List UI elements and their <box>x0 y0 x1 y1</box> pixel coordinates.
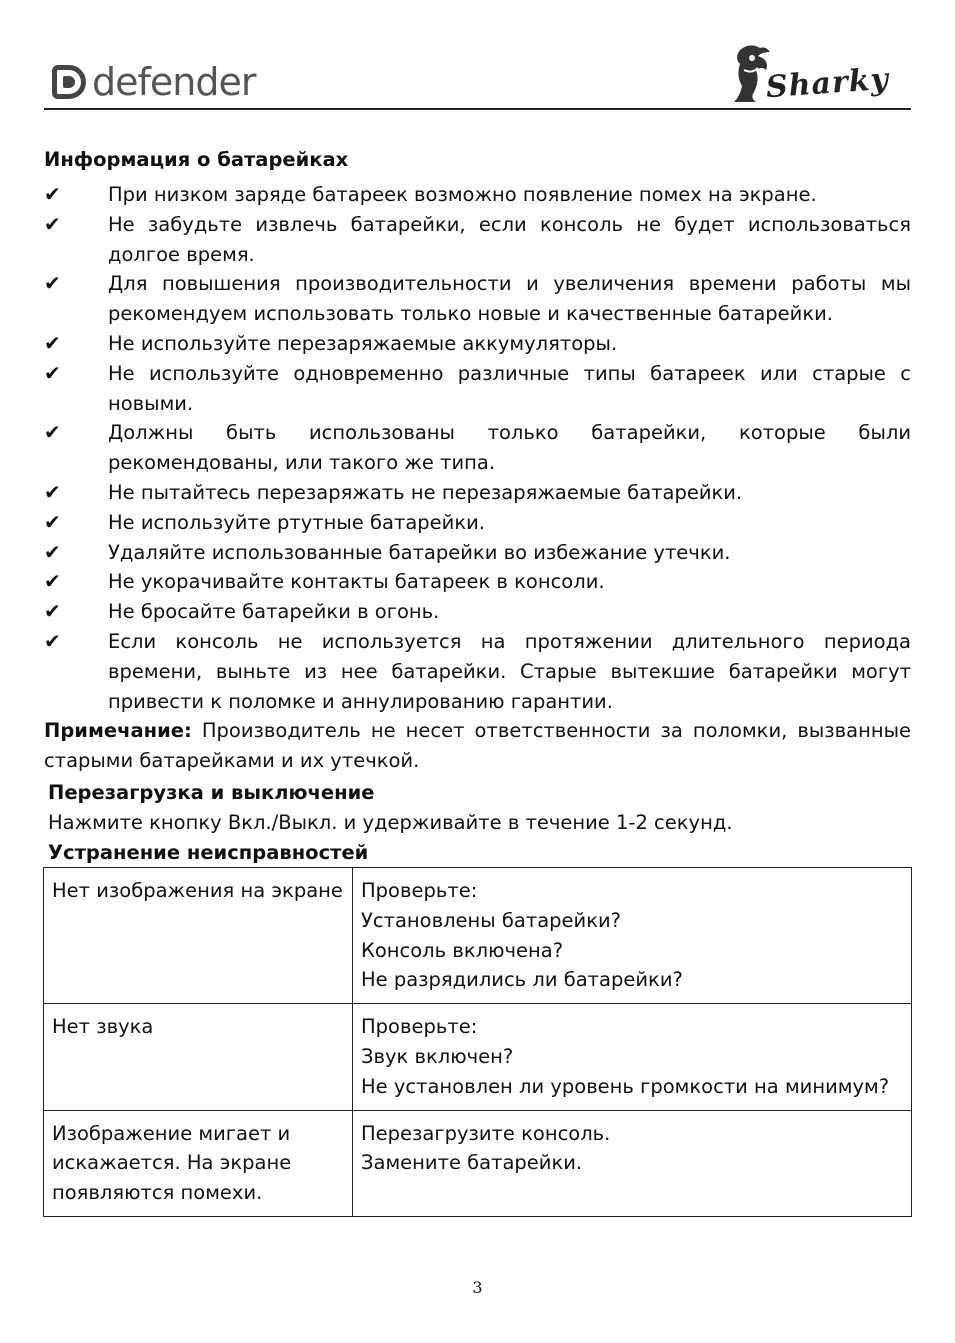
battery-list-item-text: Не бросайте батарейки в огонь. <box>108 600 440 624</box>
solution-cell <box>353 868 912 1004</box>
battery-list-item <box>44 269 911 329</box>
solution-line: Не установлен ли уровень громкости на минимум? <box>361 1074 890 1098</box>
battery-list-item-text: Если консоль не используется на протяжении длительного периода времени, выньте из нее батарейки. Старые вытекшие батарейки могут привести к поломке и аннулированию гарантии. <box>108 629 911 713</box>
solution-line: Замените батарейки. <box>361 1151 583 1175</box>
problem-text: Нет звука <box>52 1015 154 1039</box>
battery-list-item-text: Не используйте ртутные батарейки. <box>108 510 485 534</box>
battery-list-item <box>44 359 911 419</box>
checkmark-icon: ✔ <box>44 211 61 236</box>
solution-line: Проверьте: <box>361 1015 478 1039</box>
defender-logo-mark-icon <box>52 65 86 99</box>
troubleshooting-table <box>43 867 912 1217</box>
solution-line: Консоль включена? <box>361 938 564 962</box>
checkmark-icon: ✔ <box>44 599 61 624</box>
checkmark-icon: ✔ <box>44 479 61 504</box>
battery-list-item <box>44 478 911 508</box>
battery-list-item <box>44 567 911 597</box>
battery-list-item <box>44 597 911 627</box>
battery-list-item <box>44 508 911 538</box>
battery-list-item-text: При низком заряде батареек возможно появление помех на экране. <box>108 183 817 206</box>
solution-line: Перезагрузите консоль. <box>361 1121 611 1145</box>
note-paragraph <box>44 716 911 776</box>
problem-cell <box>44 1004 353 1110</box>
checkmark-icon: ✔ <box>44 330 61 355</box>
troubleshooting-section-title: Устранение неисправностей <box>48 840 369 864</box>
battery-list-item-text: Для повышения производительности и увеличения времени работы мы рекомендуем использовать только новые и качественные батарейки. <box>108 272 911 326</box>
battery-list-item <box>44 538 911 568</box>
battery-list-item-text: Не используйте одновременно различные типы батареек или старые с новыми. <box>108 361 911 415</box>
note-label: Примечание: <box>44 719 192 743</box>
battery-list-item <box>44 627 911 716</box>
problem-cell <box>44 1110 353 1216</box>
checkmark-icon: ✔ <box>44 628 61 653</box>
battery-list-item-text: Должны быть использованы только батарейки, которые были рекомендованы, или такого же типа. <box>108 421 911 475</box>
checkmark-icon: ✔ <box>44 539 61 564</box>
problem-text: Нет изображения на экране <box>52 879 343 902</box>
table-row <box>44 1004 912 1110</box>
checkmark-icon: ✔ <box>44 569 61 594</box>
defender-logo <box>52 62 255 102</box>
battery-section-title: Информация о батарейках <box>44 148 349 171</box>
battery-list <box>44 180 911 716</box>
battery-list-item-text: Не используйте перезаряжаемые аккумуляторы. <box>108 331 618 355</box>
solution-line: Не разрядились ли батарейки? <box>361 968 683 992</box>
restart-instructions: Нажмите кнопку Вкл./Выкл. и удерживайте в течение 1-2 секунд. <box>48 810 733 834</box>
restart-section-title: Перезагрузка и выключение <box>48 780 375 804</box>
battery-list-item-text: Удаляйте использованные батарейки во избежание утечки. <box>108 540 731 564</box>
battery-list-item <box>44 329 911 359</box>
battery-list-item <box>44 180 911 210</box>
problem-text: Изображение мигает и искажается. На экране появляются помехи. <box>52 1121 292 1205</box>
solution-cell <box>353 1110 912 1216</box>
battery-list-item-text: Не забудьте извлечь батарейки, если консоль не будет использоваться долгое время. <box>108 212 911 266</box>
checkmark-icon: ✔ <box>44 509 61 534</box>
table-row <box>44 868 912 1004</box>
sharky-logo <box>726 40 891 104</box>
checkmark-icon: ✔ <box>44 182 61 206</box>
battery-list-item <box>44 418 911 478</box>
solution-cell <box>353 1004 912 1110</box>
note-text: Производитель не несет ответственности за поломки, вызванные старыми батарейками и их утечкой. <box>44 719 911 773</box>
page-number: 3 <box>472 1278 483 1297</box>
checkmark-icon: ✔ <box>44 360 61 385</box>
defender-logo-text: defender <box>92 60 256 104</box>
page-content <box>44 145 911 868</box>
page-header <box>44 38 911 110</box>
battery-list-item <box>44 210 911 270</box>
checkmark-icon: ✔ <box>44 271 61 296</box>
solution-line: Установлены батарейки? <box>361 908 622 932</box>
sharky-logo-text: Sharky <box>764 61 891 106</box>
battery-list-item-text: Не пытайтесь перезаряжать не перезаряжаемые батарейки. <box>108 480 743 504</box>
problem-cell <box>44 868 353 1004</box>
battery-list-item-text: Не укорачивайте контакты батареек в консоли. <box>108 570 605 594</box>
solution-line: Звук включен? <box>361 1044 514 1068</box>
solution-line: Проверьте: <box>361 879 478 902</box>
table-row <box>44 1110 912 1216</box>
checkmark-icon: ✔ <box>44 420 61 445</box>
